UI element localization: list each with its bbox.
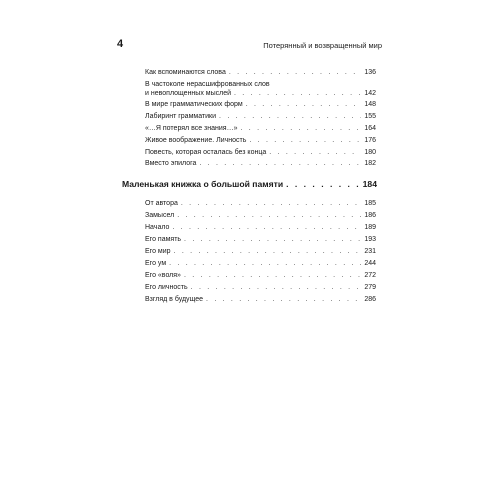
toc-entry-page: 148 xyxy=(364,101,376,108)
toc-entry-page: 279 xyxy=(364,284,376,291)
section-heading-title: Маленькая книжка о большой памяти xyxy=(122,179,284,189)
toc-entry xyxy=(145,80,376,98)
dot-leader xyxy=(234,89,361,98)
toc-entry-title: Живое воображение. Личность xyxy=(145,137,247,144)
dot-leader xyxy=(229,68,361,77)
toc-entry xyxy=(145,159,376,168)
toc-entry-page: 180 xyxy=(364,149,376,156)
toc-entry-page: 142 xyxy=(364,90,376,97)
toc-entry-title: Лабиринт грамматики xyxy=(145,113,217,120)
toc-entry xyxy=(145,295,376,304)
toc-entry-title: Его память xyxy=(145,236,182,243)
dot-leader xyxy=(249,136,361,145)
toc-entry-page: 193 xyxy=(364,236,376,243)
dot-leader xyxy=(174,247,362,256)
toc-entry-page: 185 xyxy=(364,200,376,207)
toc-entry-title: Его мир xyxy=(145,248,171,255)
toc-entry-page: 155 xyxy=(364,113,376,120)
toc-entry-title: От автора xyxy=(145,200,178,207)
toc-entry-page: 186 xyxy=(364,212,376,219)
dot-leader xyxy=(181,199,361,208)
toc-entry-page: 231 xyxy=(364,248,376,255)
dot-leader xyxy=(199,159,361,168)
section-heading-page: 184 xyxy=(362,179,377,189)
toc-entry-title: Его ум xyxy=(145,260,167,267)
toc-entry xyxy=(145,247,376,256)
running-head: Потерянный и возвращенный мир xyxy=(263,41,382,50)
toc-entry xyxy=(145,259,376,268)
toc-entry-title: В мире грамматических форм xyxy=(145,101,243,108)
toc-entry xyxy=(145,211,376,220)
toc-entry xyxy=(145,148,376,157)
toc-entry-title: Как вспоминаются слова xyxy=(145,69,226,76)
toc-entry xyxy=(145,223,376,232)
toc-entry-page: 189 xyxy=(364,224,376,231)
dot-leader xyxy=(172,223,361,232)
toc-entry-page: 244 xyxy=(364,260,376,267)
toc-entry xyxy=(145,124,376,133)
toc-entry-title: Замысел xyxy=(145,212,175,219)
toc-entry xyxy=(145,136,376,145)
toc-entry-title: Его личность xyxy=(145,284,188,291)
dot-leader xyxy=(169,259,361,268)
dot-leader xyxy=(206,295,361,304)
dot-leader xyxy=(246,100,362,109)
toc-entry xyxy=(145,283,376,292)
page-number: 4 xyxy=(117,38,124,50)
toc-entry-title: Начало xyxy=(145,224,170,231)
dot-leader xyxy=(191,283,362,292)
toc-entry-title: Взгляд в будущее xyxy=(145,296,204,303)
toc-entry-title: Вместо эпилога xyxy=(145,160,197,167)
dot-leader xyxy=(184,271,361,280)
toc-entry-page: 272 xyxy=(364,272,376,279)
dot-leader xyxy=(240,124,361,133)
toc-entry xyxy=(145,68,376,77)
dot-leader xyxy=(269,148,361,157)
toc-entry xyxy=(145,235,376,244)
dot-leader xyxy=(177,211,361,220)
toc-entry xyxy=(145,112,376,121)
toc-entry-title-continued: и невоплощенных мыслей xyxy=(145,90,232,97)
dot-leader xyxy=(184,235,361,244)
toc-entry-title: «…Я потерял все знания…» xyxy=(145,125,238,132)
section-heading xyxy=(122,179,377,189)
toc-entry-page: 182 xyxy=(364,160,376,167)
toc-entry-title: В частоколе нерасшифрованных слов xyxy=(145,81,270,88)
toc-entry-page: 176 xyxy=(364,137,376,144)
toc-entry xyxy=(145,100,376,109)
toc-entry xyxy=(145,271,376,280)
toc-entry-page: 136 xyxy=(364,69,376,76)
toc-entry xyxy=(145,199,376,208)
toc-entry-page: 286 xyxy=(364,296,376,303)
toc-entry-page: 164 xyxy=(364,125,376,132)
dot-leader xyxy=(219,112,361,121)
toc-entry-title: Повесть, которая осталась без конца xyxy=(145,149,267,156)
toc-entry-title: Его «воля» xyxy=(145,272,181,279)
dot-leader xyxy=(286,179,360,189)
